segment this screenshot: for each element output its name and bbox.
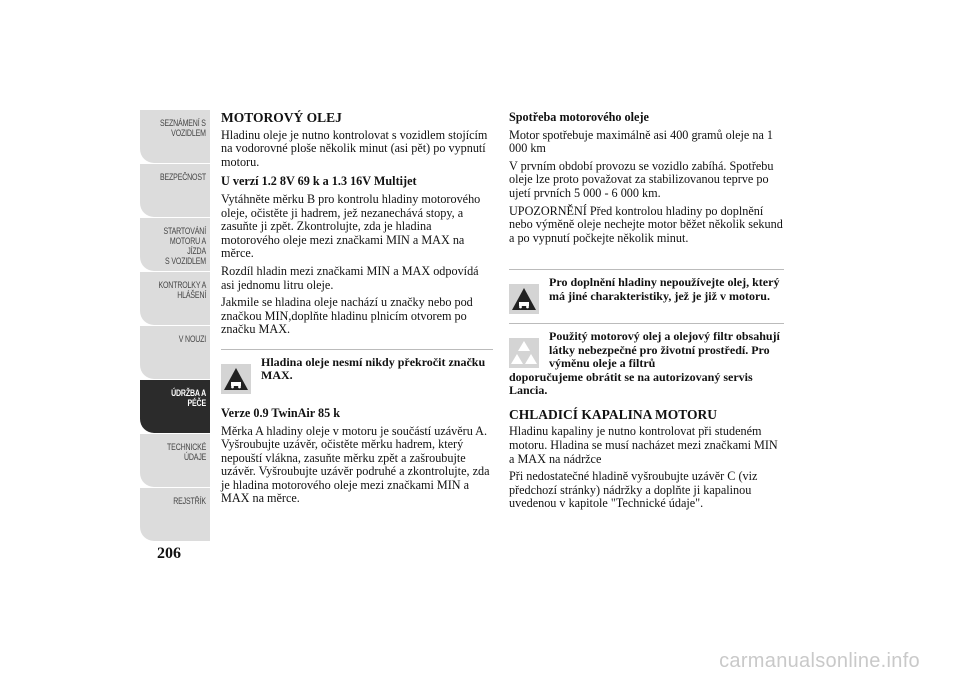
- tab-bezpecnost[interactable]: [140, 164, 210, 217]
- warning-car-icon: [221, 364, 251, 394]
- tab-seznameni[interactable]: [140, 110, 210, 163]
- tab-udrzba[interactable]: [140, 380, 210, 433]
- paragraph: Motor spotřebuje maximálně asi 400 gramů oleje na 1 000 km: [509, 127, 773, 156]
- tab-startovani[interactable]: [140, 218, 210, 271]
- note-text: doporučujeme obrátit se na autorizovaný servis Lancia.: [509, 369, 753, 398]
- tab-kontrolky[interactable]: [140, 272, 210, 325]
- left-column: [221, 111, 493, 510]
- tab-label: KONTROLKY A HLÁŠENÍ: [158, 280, 206, 300]
- tab-technicke[interactable]: [140, 434, 210, 487]
- tab-label: STARTOVÁNÍ MOTORU A JÍZDA S VOZIDLEM: [163, 226, 206, 266]
- paragraph: Hladinu oleje je nutno kontrolovat s vozidlem stojícím na vodorovné ploše několik minut (asi pět) po vypnutí motoru.: [221, 127, 488, 169]
- section-heading: MOTOROVÝ OLEJ: [221, 110, 342, 125]
- subheading: Spotřeba motorového oleje: [509, 110, 649, 124]
- recycle-icon: [509, 338, 539, 368]
- warning-note: [221, 349, 493, 397]
- paragraph: Jakmile se hladina oleje nachází u značky nebo pod značkou MIN,doplňte hladinu plnicím otvorem po značku MAX.: [221, 295, 473, 337]
- warning-car-icon: [509, 284, 539, 314]
- paragraph: Hladinu kapaliny je nutno kontrolovat při studeném motoru. Hladina se musí nacházet mezi značkami MIN a MAX na nádržce: [509, 424, 778, 466]
- tab-label: SEZNÁMENÍ S VOZIDLEM: [160, 118, 206, 138]
- tab-label: ÚDRŽBA A PÉČE: [171, 388, 206, 408]
- paragraph: Při nedostatečné hladině vyšroubujte uzávěr C (viz předchozí stránky) nádržky a doplňte ji kapalinou uvedenou v kapitole "Technické údaje".: [509, 469, 758, 511]
- tab-v-nouzi[interactable]: [140, 326, 210, 379]
- tab-label: REJSTŘÍK: [173, 496, 206, 506]
- tab-label: BEZPEČNOST: [159, 172, 206, 182]
- paragraph: Měrka A hladiny oleje v motoru je součástí uzávěru A. Vyšroubujte uzávěr, očistěte měrku hadrem, který nepouští vlákna, zasuňte měrku zpět a zašroubujte uzávěr. Vyšroubujte uzávěr podruhé a zkontrolujte, zda je hladina motorového oleje mezi značkami MIN a MAX na měrce.: [221, 423, 490, 506]
- tab-label: V NOUZI: [178, 334, 206, 344]
- warning-note: [509, 269, 784, 311]
- environment-note: [509, 323, 784, 398]
- section-heading: CHLADICÍ KAPALINA MOTORU: [509, 406, 718, 422]
- paragraph: V prvním období provozu se vozidlo zabíhá. Spotřebu oleje lze proto považovat za stabilizovanou teprve po ujetí prvních 5 000 - 6 000 km.: [509, 158, 774, 200]
- note-text: Hladina oleje nesmí nikdy překročit značku MAX.: [261, 354, 486, 383]
- paragraph: UPOZORNĚNÍ Před kontrolou hladiny po doplnění nebo výměně oleje nechejte motor běžet několik sekund a po vypnutí počkejte několik minut.: [509, 203, 783, 245]
- right-column: [509, 111, 784, 515]
- tab-rejstrik[interactable]: [140, 488, 210, 541]
- subheading: Verze 0.9 TwinAir 85 k: [221, 405, 341, 420]
- paragraph: Vytáhněte měrku B pro kontrolu hladiny motorového oleje, očistěte ji hadrem, jež nezanechává stopy, a zasuňte ji zpět. Zkontrolujte, zda je hladina motorového oleje mezi značkami MIN a MAX na měrce.: [221, 191, 481, 261]
- watermark: carmanualsonline.info: [719, 650, 920, 672]
- page-number: 206: [157, 545, 181, 562]
- subheading: U verzí 1.2 8V 69 k a 1.3 16V Multijet: [221, 174, 417, 189]
- note-text: Použitý motorový olej a olejový filtr obsahují látky nebezpečné pro životní prostředí. Pro výměnu oleje a filtrů: [549, 329, 780, 371]
- tab-label: TECHNICKÉ ÚDAJE: [166, 442, 206, 462]
- paragraph: Rozdíl hladin mezi značkami MIN a MAX odpovídá asi jednomu litru oleje.: [221, 263, 479, 292]
- note-text: Pro doplnění hladiny nepoužívejte olej, který má jiné charakteristiky, jež je již v motoru.: [549, 275, 780, 303]
- chapter-tabs: [140, 110, 210, 542]
